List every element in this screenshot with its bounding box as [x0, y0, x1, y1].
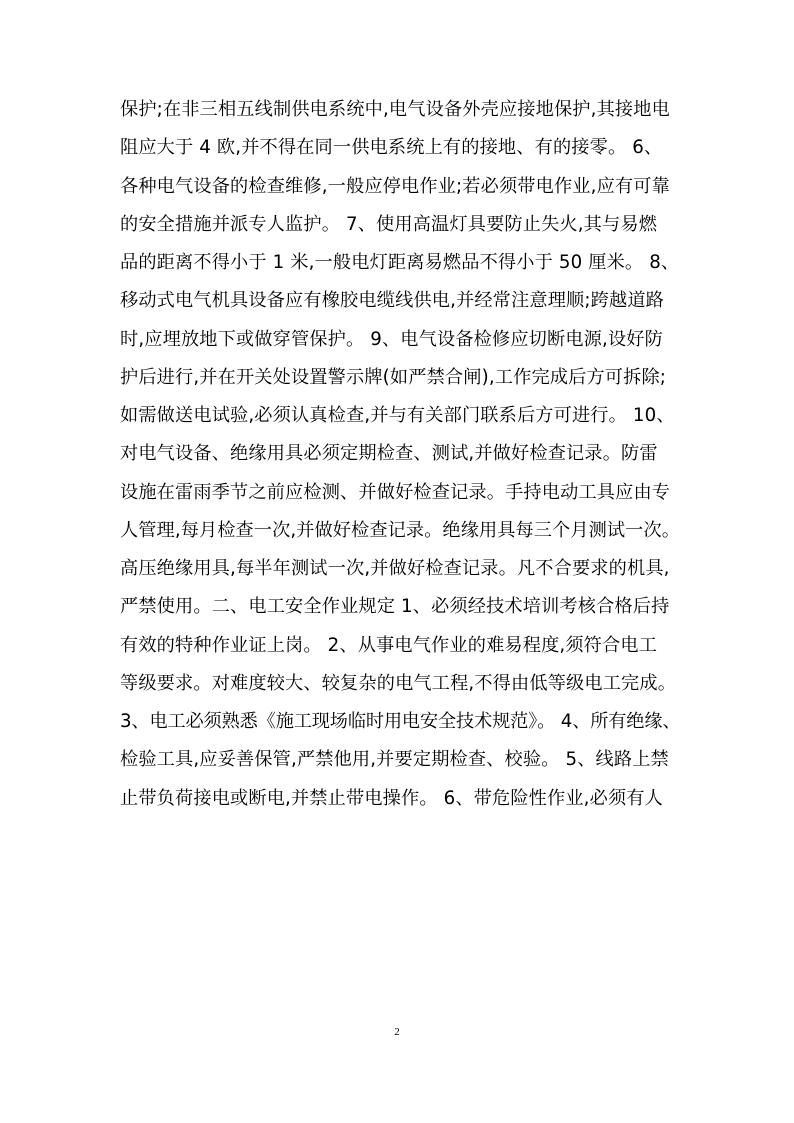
text-line: 的安全措施并派专人监护。 7、使用高温灯具要防止失火,其与易燃: [120, 213, 658, 235]
text-line: 如需做送电试验,必须认真检查,并与有关部门联系后方可进行。 10、: [120, 405, 675, 426]
page-number: 2: [394, 1026, 400, 1038]
text-line: 对电气设备、绝缘用具必须定期检查、测试,并做好检查记录。防雷: [120, 443, 658, 465]
text-line: 护后进行,并在开关处设置警示牌(如严禁合闸),工作完成后方可拆除;: [120, 366, 667, 388]
text-line: 严禁使用。二、电工安全作业规定 1、必须经技术培训考核合格后持: [120, 596, 670, 618]
text-line: 时,应埋放地下或做穿管保护。 9、电气设备检修应切断电源,设好防: [120, 328, 663, 350]
text-line: 阻应大于 4 欧,并不得在同一供电系统上有的接地、有的接零。 6、: [120, 137, 663, 159]
text-line: 人管理,每月检查一次,并做好检查记录。绝缘用具每三个月测试一次。: [120, 519, 680, 541]
text-line: 止带负荷接电或断电,并禁止带电操作。 6、带危险性作业,必须有人: [120, 787, 663, 809]
text-line: 3、电工必须熟悉《施工现场临时用电安全技术规范》。 4、所有绝缘、: [120, 711, 681, 732]
text-line: 各种电气设备的检查维修,一般应停电作业;若必须带电作业,应有可靠: [120, 175, 670, 197]
text-line: 检验工具,应妥善保管,严禁他用,并要定期检查、校验。 5、线路上禁: [120, 749, 669, 771]
text-line: 设施在雷雨季节之前应检测、并做好检查记录。手持电动工具应由专: [120, 481, 671, 503]
text-line: 有效的特种作业证上岗。 2、从事电气作业的难易程度,须符合电工: [120, 634, 658, 656]
text-line: 等级要求。对难度较大、较复杂的电气工程,不得由低等级电工完成。: [120, 672, 677, 694]
body-text: [120, 91, 680, 818]
text-line: 品的距离不得小于 1 米,一般电灯距离易燃品不得小于 50 厘米。 8、: [120, 252, 680, 273]
text-line: 移动式电气机具设备应有橡胶电缆线供电,并经常注意理顺;跨越道路: [120, 290, 664, 312]
text-line: 高压绝缘用具,每半年测试一次,并做好检查记录。凡不合要求的机具,: [120, 558, 670, 579]
text-line: 保护;在非三相五线制供电系统中,电气设备外壳应接地保护,其接地电: [120, 99, 670, 120]
